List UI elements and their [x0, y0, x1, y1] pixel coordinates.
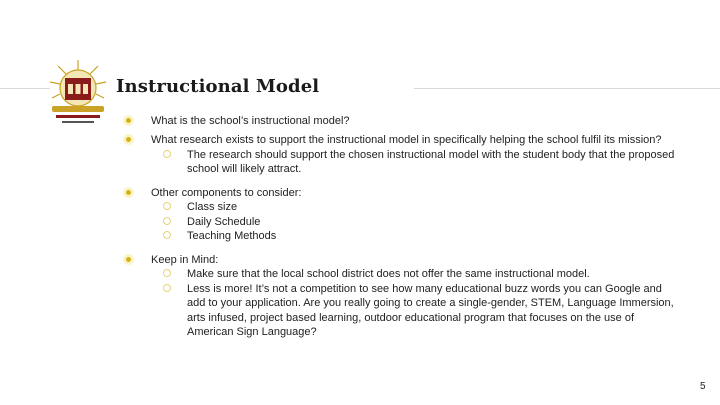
- sub-bullet-text: Daily Schedule: [187, 215, 261, 228]
- sub-bullet-item: [151, 282, 681, 340]
- sub-bullet-circle-icon: [163, 284, 171, 292]
- sub-bullet-text: Less is more! It’s not a competition to see how many educational buzz words you can Google and add to your application. Are you really going to create a single-gender, STEM, Language Immersion, arts infused, project based learning, outdoor educational program that focuses on the use of American Sign Language?: [187, 282, 674, 338]
- sub-bullet-list: [151, 148, 681, 177]
- sub-bullet-text: Teaching Methods: [187, 230, 277, 242]
- sub-bullet-circle-icon: [163, 217, 171, 225]
- slide-title: Instructional Model: [116, 76, 320, 97]
- bullet-item: [151, 253, 681, 340]
- header-divider-right: [414, 88, 720, 89]
- bullet-text: Other components to consider:: [151, 186, 302, 199]
- bullet-dot-icon: [123, 115, 134, 126]
- sub-bullet-item: [151, 229, 681, 244]
- sub-bullet-circle-icon: [163, 150, 171, 158]
- sub-bullet-list: [151, 200, 681, 244]
- sub-bullet-list: [151, 267, 681, 340]
- sub-bullet-item: [151, 215, 681, 230]
- bullet-item: [151, 186, 681, 244]
- bullet-text: Keep in Mind:: [151, 253, 219, 266]
- page-number: 5: [700, 381, 706, 392]
- bullet-item: [151, 133, 681, 177]
- sub-bullet-text: Make sure that the local school district does not offer the same instructional model.: [187, 268, 590, 280]
- sub-bullet-circle-icon: [163, 269, 171, 277]
- bullet-item: [151, 114, 681, 129]
- sub-bullet-text: The research should support the chosen instructional model with the student body that the proposed school will likely attract.: [187, 148, 675, 175]
- sub-bullet-circle-icon: [163, 202, 171, 210]
- school-crest-logo: [46, 58, 110, 128]
- bullet-dot-icon: [123, 254, 134, 265]
- bullet-dot-icon: [123, 134, 134, 145]
- sub-bullet-item: [151, 267, 681, 282]
- bullet-dot-icon: [123, 187, 134, 198]
- sub-bullet-text: Class size: [187, 201, 238, 213]
- sub-bullet-item: [151, 200, 681, 215]
- bullet-list: [151, 114, 681, 344]
- sub-bullet-circle-icon: [163, 231, 171, 239]
- bullet-text: What research exists to support the instructional model in specifically helping the school fulfil its mission?: [151, 134, 662, 146]
- header-divider-left: [0, 88, 50, 89]
- sub-bullet-item: [151, 148, 681, 177]
- bullet-text: What is the school’s instructional model?: [151, 115, 350, 127]
